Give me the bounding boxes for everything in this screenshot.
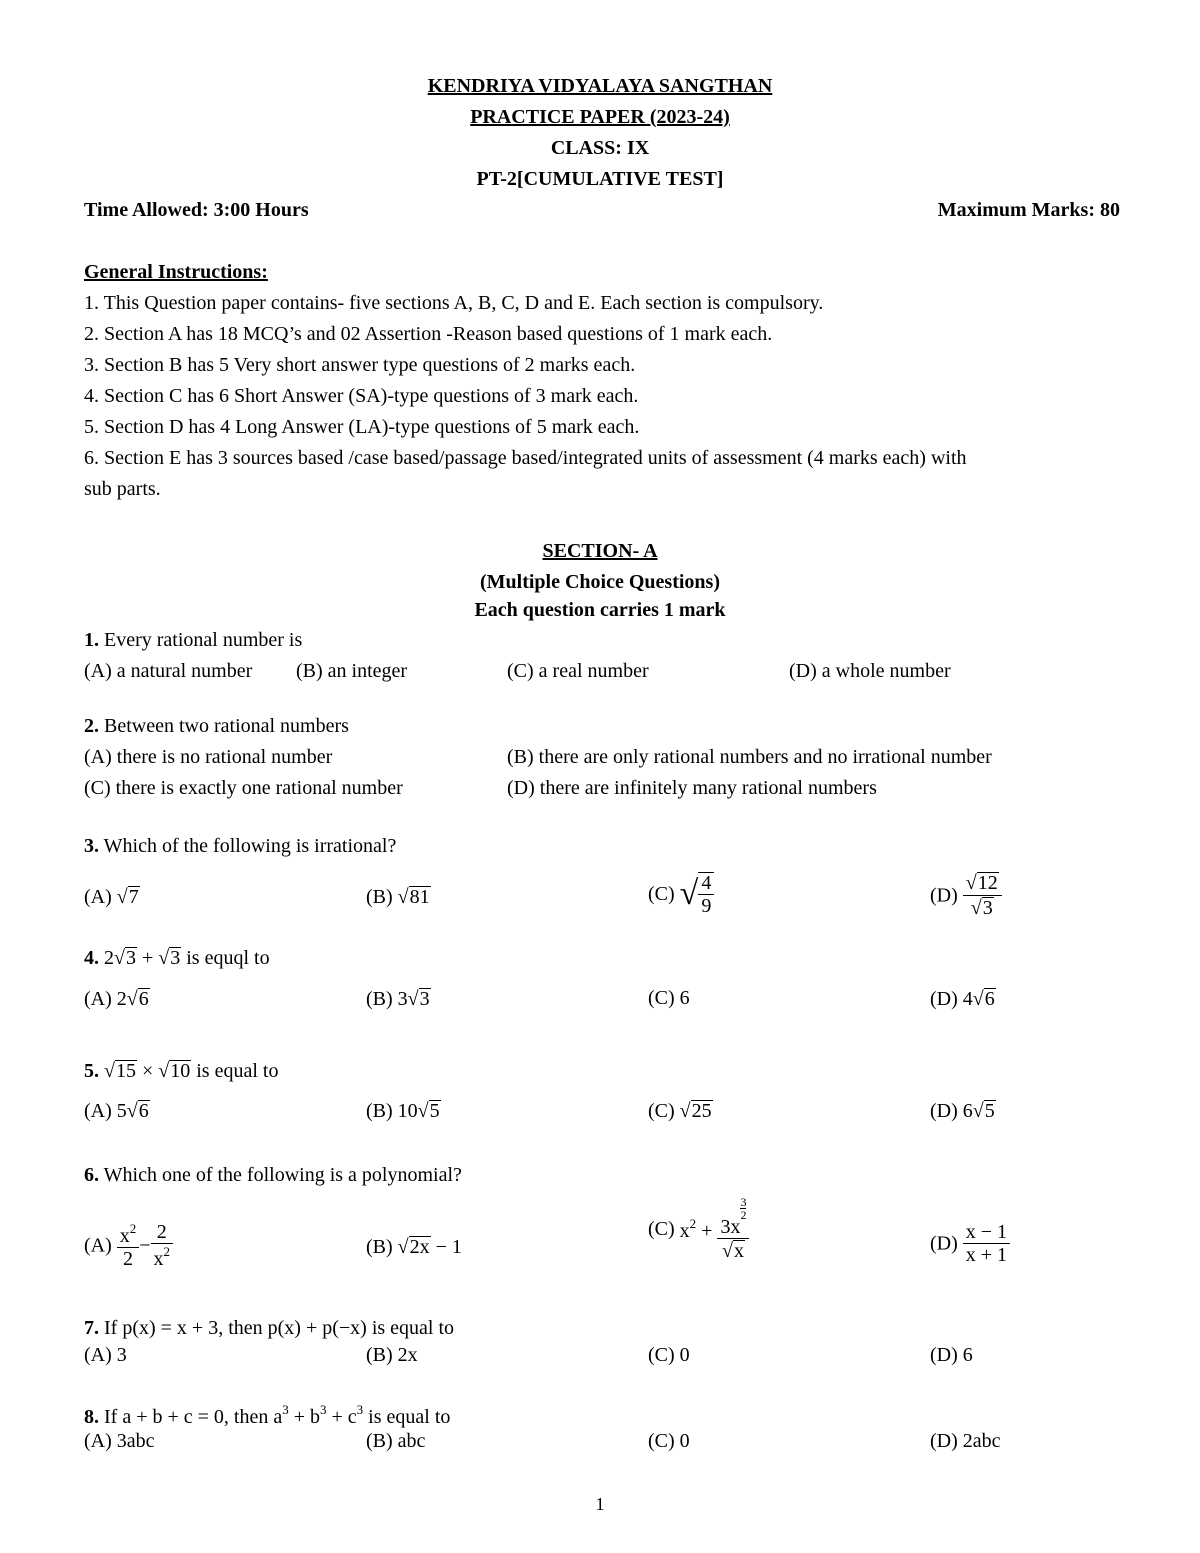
radicand: 3 — [170, 947, 181, 969]
sqrt-symbol: √ — [397, 1236, 409, 1258]
option-d: (D) 6 — [930, 1344, 973, 1366]
question-number: 6. — [84, 1164, 99, 1186]
question-7 — [84, 1318, 454, 1338]
minus-sign: − — [139, 1234, 151, 1257]
question-number: 1. — [84, 629, 99, 651]
radicand: 25 — [691, 1100, 712, 1122]
option-label: (B) — [366, 988, 393, 1010]
sqrt-symbol: √ — [104, 1060, 115, 1082]
question-text: If p(x) = x + 3, then p(x) + p(−x) is equal to — [99, 1317, 455, 1339]
option-b: (B) an integer — [296, 660, 408, 682]
coefficient: 2 — [116, 988, 127, 1010]
radicand: 5 — [984, 1100, 995, 1122]
question-5 — [84, 1060, 278, 1082]
exponent: 2 — [689, 1216, 697, 1231]
option-a — [84, 1222, 173, 1269]
option-c: (C) 0 — [648, 1430, 690, 1452]
question-text: is equal to — [191, 1060, 279, 1082]
option-a — [84, 1100, 150, 1122]
question-text: is equal to — [363, 1406, 451, 1428]
option-b: (B) there are only rational numbers and no irrational number — [507, 746, 992, 768]
option-label: (D) — [930, 1100, 958, 1122]
sqrt-symbol: √ — [158, 1060, 170, 1082]
question-text: Between two rational numbers — [99, 715, 349, 737]
option-label: (C) — [648, 987, 675, 1009]
option-c — [648, 1196, 749, 1262]
question-text: + b — [288, 1406, 321, 1428]
radicand: 10 — [170, 1060, 191, 1082]
numerator: x — [119, 1225, 130, 1247]
option-b — [366, 988, 431, 1010]
exponent: 3 — [320, 1402, 327, 1417]
option-c: (C) there is exactly one rational number — [84, 777, 403, 799]
sqrt-symbol: √ — [407, 988, 419, 1010]
option-label: (A) — [84, 1234, 112, 1257]
option-a: (A) there is no rational number — [84, 746, 333, 768]
radicand: 3 — [125, 947, 136, 969]
maximum-marks: Maximum Marks: 80 — [937, 199, 1120, 221]
instruction-item: 5. Section D has 4 Long Answer (LA)-type questions of 5 mark each. — [84, 416, 640, 438]
option-a — [84, 988, 150, 1010]
radicand: 6 — [138, 988, 149, 1010]
option-value: 6 — [679, 987, 690, 1009]
question-number: 4. — [84, 947, 99, 969]
instructions-title: General Instructions: — [84, 261, 268, 283]
instruction-item: 4. Section C has 6 Short Answer (SA)-type questions of 3 mark each. — [84, 385, 639, 407]
numerator: x − 1 — [963, 1222, 1010, 1244]
option-label: (C) — [648, 1218, 675, 1240]
instruction-item: 2. Section A has 18 MCQ’s and 02 Assertion -Reason based questions of 1 mark each. — [84, 323, 773, 345]
option-label: (B) — [366, 1236, 393, 1258]
exponent: 2 — [163, 1244, 171, 1259]
page-number: 1 — [595, 1494, 605, 1514]
fraction — [717, 1196, 749, 1262]
question-6 — [84, 1165, 462, 1185]
fraction — [698, 872, 714, 916]
fraction — [963, 872, 1002, 919]
option-a: (A) 3abc — [84, 1430, 155, 1452]
expression-tail: − 1 — [430, 1236, 462, 1258]
sqrt-symbol: √ — [114, 947, 125, 969]
sqrt-symbol: √ — [126, 1100, 138, 1122]
option-d: (D) there are infinitely many rational numbers — [507, 777, 877, 799]
denominator: 9 — [701, 895, 712, 917]
question-text: Which of the following is irrational? — [99, 835, 397, 857]
question-number: 3. — [84, 835, 99, 857]
numerator: 4 — [698, 873, 714, 895]
option-label: (D) — [930, 884, 958, 907]
radicand: 81 — [409, 886, 430, 908]
sqrt-symbol: √ — [679, 875, 699, 912]
instruction-item: 3. Section B has 5 Very short answer type questions of 2 marks each. — [84, 354, 636, 376]
times-sign: × — [141, 1060, 154, 1082]
coefficient: 4 — [962, 988, 973, 1010]
option-d: (D) 2abc — [930, 1430, 1001, 1452]
numerator: 3x — [720, 1216, 741, 1238]
option-c — [648, 872, 714, 916]
numerator: 2 — [151, 1222, 174, 1244]
class-title: CLASS: IX — [550, 137, 650, 159]
question-number: 8. — [84, 1406, 99, 1428]
question-text: + c — [326, 1406, 357, 1428]
section-subtitle: (Multiple Choice Questions) — [480, 571, 720, 593]
option-label: (C) — [648, 1100, 675, 1122]
coefficient: 3 — [397, 988, 408, 1010]
instruction-item: 6. Section E has 3 sources based /case based/passage based/integrated units of assessment (4 marks each) with — [84, 447, 967, 469]
sqrt-symbol: √ — [972, 1100, 984, 1122]
option-label: (D) — [930, 988, 958, 1010]
plus-sign: + — [696, 1220, 718, 1242]
option-label: (B) — [366, 886, 393, 908]
option-label: (D) — [930, 1232, 958, 1255]
question-text: Which one of the following is a polynomial? — [99, 1164, 462, 1186]
test-title: PT-2[CUMULATIVE TEST] — [476, 168, 724, 190]
coefficient: 6 — [962, 1100, 973, 1122]
question-text: is equql to — [181, 947, 270, 969]
radicand: 6 — [984, 988, 995, 1010]
sqrt-symbol: √ — [116, 886, 128, 908]
option-a: (A) a natural number — [84, 660, 253, 682]
question-number: 5. — [84, 1060, 99, 1082]
option-d — [930, 872, 1002, 919]
radicand: 7 — [128, 886, 139, 908]
option-b — [366, 1236, 462, 1258]
radicand: 12 — [977, 872, 998, 894]
coefficient: 10 — [397, 1100, 418, 1122]
option-c — [648, 1100, 713, 1122]
option-d — [930, 1100, 996, 1122]
question-8 — [84, 1403, 450, 1427]
sqrt-symbol: √ — [679, 1100, 691, 1122]
denominator: 2 — [123, 1248, 134, 1270]
radicand: 2x — [409, 1236, 430, 1258]
question-2 — [84, 716, 349, 736]
option-c: (C) a real number — [507, 660, 649, 682]
option-b — [366, 886, 431, 908]
org-title: KENDRIYA VIDYALAYA SANGTHAN — [427, 75, 773, 97]
option-b — [366, 1100, 441, 1122]
option-d — [930, 1222, 1010, 1265]
radicand: 6 — [138, 1100, 149, 1122]
radicand: 5 — [429, 1100, 440, 1122]
term-x: x — [679, 1220, 690, 1242]
option-c — [648, 988, 690, 1008]
radicand: 3 — [419, 988, 430, 1010]
option-label: (A) — [84, 988, 112, 1010]
option-label: (C) — [648, 883, 675, 905]
plus-sign: + — [141, 947, 154, 969]
radicand: 3 — [982, 897, 993, 919]
exponent: 3 — [356, 1402, 364, 1417]
question-text: If a + b + c = 0, then a — [99, 1406, 283, 1428]
option-c: (C) 0 — [648, 1344, 690, 1366]
question-1 — [84, 630, 302, 650]
coefficient: 5 — [116, 1100, 127, 1122]
sqrt-symbol: √ — [972, 988, 984, 1010]
fraction — [963, 1222, 1010, 1265]
instruction-item: sub parts. — [84, 478, 161, 500]
exponent: 3 — [282, 1402, 289, 1417]
question-text: Every rational number is — [99, 629, 303, 651]
exponent: 2 — [129, 1221, 137, 1236]
coefficient: 2 — [104, 947, 114, 969]
fraction — [117, 1222, 140, 1269]
question-4 — [84, 947, 270, 969]
section-note: Each question carries 1 mark — [474, 599, 726, 621]
option-a — [84, 886, 140, 908]
option-label: (B) — [366, 1100, 393, 1122]
denominator: x + 1 — [965, 1244, 1008, 1266]
paper-title: PRACTICE PAPER (2023-24) — [470, 106, 730, 128]
time-allowed: Time Allowed: 3:00 Hours — [84, 199, 309, 221]
option-d: (D) a whole number — [789, 660, 951, 682]
fraction — [151, 1222, 174, 1269]
option-label: (A) — [84, 1100, 112, 1122]
denominator: x — [153, 1248, 164, 1270]
sqrt-symbol: √ — [397, 886, 409, 908]
fractional-exponent: $\frac{3}{2}$ — [740, 1195, 747, 1222]
option-b: (B) 2x — [366, 1344, 418, 1366]
radicand: 15 — [115, 1060, 136, 1082]
option-label: (A) — [84, 886, 112, 908]
question-3 — [84, 836, 396, 856]
sqrt-symbol: √ — [721, 1240, 733, 1262]
sqrt-symbol: √ — [965, 872, 977, 894]
sqrt-symbol: √ — [158, 947, 170, 969]
option-b: (B) abc — [366, 1430, 426, 1452]
instruction-item: 1. This Question paper contains- five sections A, B, C, D and E. Each section is compulsory. — [84, 292, 824, 314]
question-number: 2. — [84, 715, 99, 737]
question-number: 7. — [84, 1317, 99, 1339]
sqrt-symbol: √ — [417, 1100, 429, 1122]
radicand: x — [733, 1240, 744, 1262]
option-d — [930, 988, 996, 1010]
section-title: SECTION- A — [542, 540, 658, 562]
sqrt-symbol: √ — [970, 897, 982, 919]
option-a: (A) 3 — [84, 1344, 127, 1366]
sqrt-symbol: √ — [126, 988, 138, 1010]
